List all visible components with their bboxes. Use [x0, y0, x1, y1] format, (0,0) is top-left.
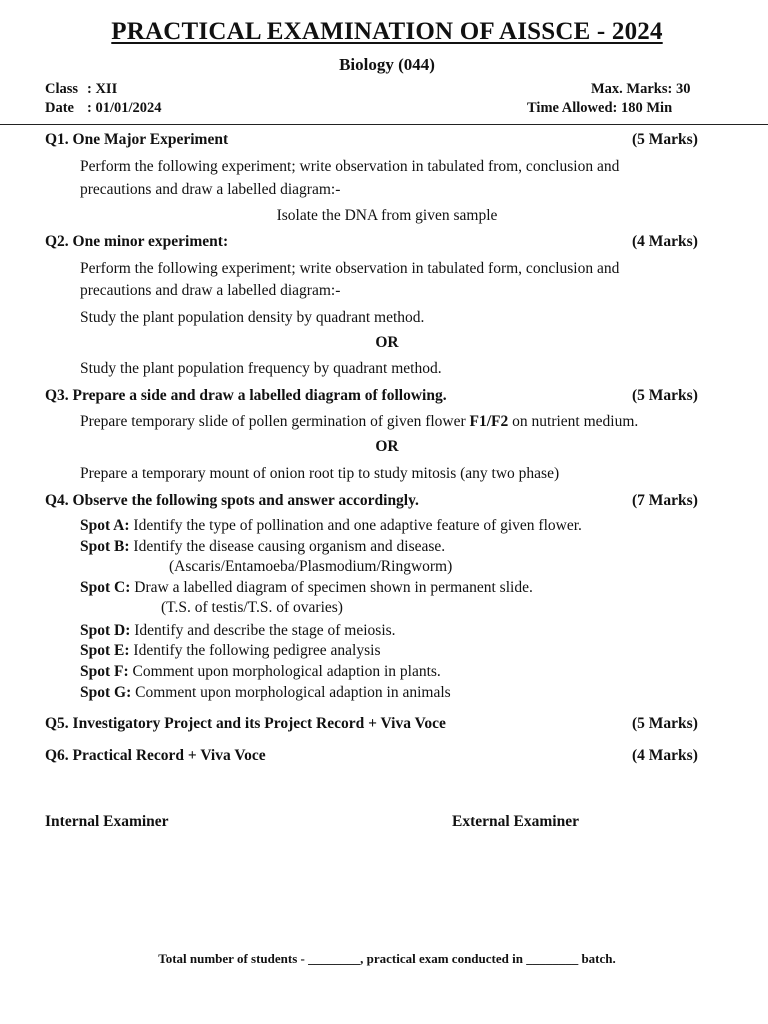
q6-heading: Q6. Practical Record + Viva Voce [45, 747, 266, 764]
spot-b-label: Spot B: [80, 538, 130, 555]
spot-e-text: Identify the following pedigree analysis [129, 642, 381, 659]
time-allowed: Time Allowed: 180 Min [527, 100, 673, 116]
footer-note: Total number of students - ________, practical exam conducted in ________ batch. [158, 951, 616, 966]
header-divider [0, 124, 768, 125]
q3-option1-pre: Prepare temporary slide of pollen germination of given flower [80, 413, 470, 430]
q2-or: OR [375, 334, 399, 351]
spot-b-note: (Ascaris/Entamoeba/Plasmodium/Ringworm) [169, 558, 453, 575]
q3-option1-post: on nutrient medium. [508, 413, 639, 430]
q1-heading: Q1. One Major Experiment [45, 131, 229, 148]
spot-a [80, 517, 582, 535]
q5-heading: Q5. Investigatory Project and its Project Record + Viva Voce [45, 715, 446, 732]
q1-instruction-line1: Perform the following experiment; write observation in tabulated from, conclusion and [80, 158, 620, 175]
spot-g [80, 684, 451, 702]
spot-a-label: Spot A: [80, 517, 130, 534]
spot-e-label: Spot E: [80, 642, 130, 659]
q3-option2: Prepare a temporary mount of onion root tip to study mitosis (any two phase) [80, 465, 560, 482]
class-value: : XII [87, 81, 118, 97]
date-label: Date [45, 100, 74, 116]
q6-marks: (4 Marks) [632, 747, 698, 764]
spot-f [80, 663, 441, 681]
q3-option1-specimen: F1/F2 [469, 413, 509, 430]
q3-option1 [80, 413, 638, 431]
spot-c-label: Spot C: [80, 579, 131, 596]
q4-marks: (7 Marks) [632, 492, 698, 509]
q2-option2: Study the plant population frequency by quadrant method. [80, 360, 442, 377]
q2-instruction-line2: precautions and draw a labelled diagram:- [80, 282, 341, 299]
external-examiner-signature: External Examiner [452, 813, 579, 830]
q3-marks: (5 Marks) [632, 387, 698, 404]
spot-b [80, 538, 445, 556]
spot-a-text: Identify the type of pollination and one adaptive feature of given flower. [129, 517, 582, 534]
spot-c [80, 579, 533, 597]
spot-d-text: Identify and describe the stage of meiosis. [130, 622, 396, 639]
spot-g-text: Comment upon morphological adaption in animals [131, 684, 451, 701]
class-label: Class [45, 81, 79, 97]
spot-f-label: Spot F: [80, 663, 129, 680]
exam-title: PRACTICAL EXAMINATION OF AISSCE - 2024 [111, 18, 663, 45]
subject-subtitle: Biology (044) [339, 55, 435, 74]
class-info [45, 81, 117, 98]
spot-g-label: Spot G: [80, 684, 132, 701]
spot-c-text: Draw a labelled diagram of specimen shown in permanent slide. [130, 579, 533, 596]
internal-examiner-signature: Internal Examiner [45, 813, 169, 830]
q1-task: Isolate the DNA from given sample [276, 207, 498, 224]
q2-heading: Q2. One minor experiment: [45, 233, 229, 250]
q4-heading: Q4. Observe the following spots and answer accordingly. [45, 492, 419, 509]
date-info [45, 100, 162, 117]
q1-marks: (5 Marks) [632, 131, 698, 148]
q3-or: OR [375, 438, 399, 455]
spot-e [80, 642, 380, 660]
spot-d-label: Spot D: [80, 622, 131, 639]
q2-marks: (4 Marks) [632, 233, 698, 250]
date-value: : 01/01/2024 [87, 100, 162, 116]
q1-instruction-line2: precautions and draw a labelled diagram:- [80, 181, 341, 198]
q3-heading: Q3. Prepare a side and draw a labelled diagram of following. [45, 387, 447, 404]
q2-instruction-line1: Perform the following experiment; write observation in tabulated form, conclusion and [80, 260, 620, 277]
max-marks: Max. Marks: 30 [591, 81, 691, 97]
q5-marks: (5 Marks) [632, 715, 698, 732]
spot-b-text: Identify the disease causing organism and disease. [129, 538, 446, 555]
spot-d [80, 622, 396, 640]
q2-option1: Study the plant population density by quadrant method. [80, 309, 425, 326]
spot-c-note: (T.S. of testis/T.S. of ovaries) [161, 599, 343, 616]
spot-f-text: Comment upon morphological adaption in plants. [128, 663, 441, 680]
